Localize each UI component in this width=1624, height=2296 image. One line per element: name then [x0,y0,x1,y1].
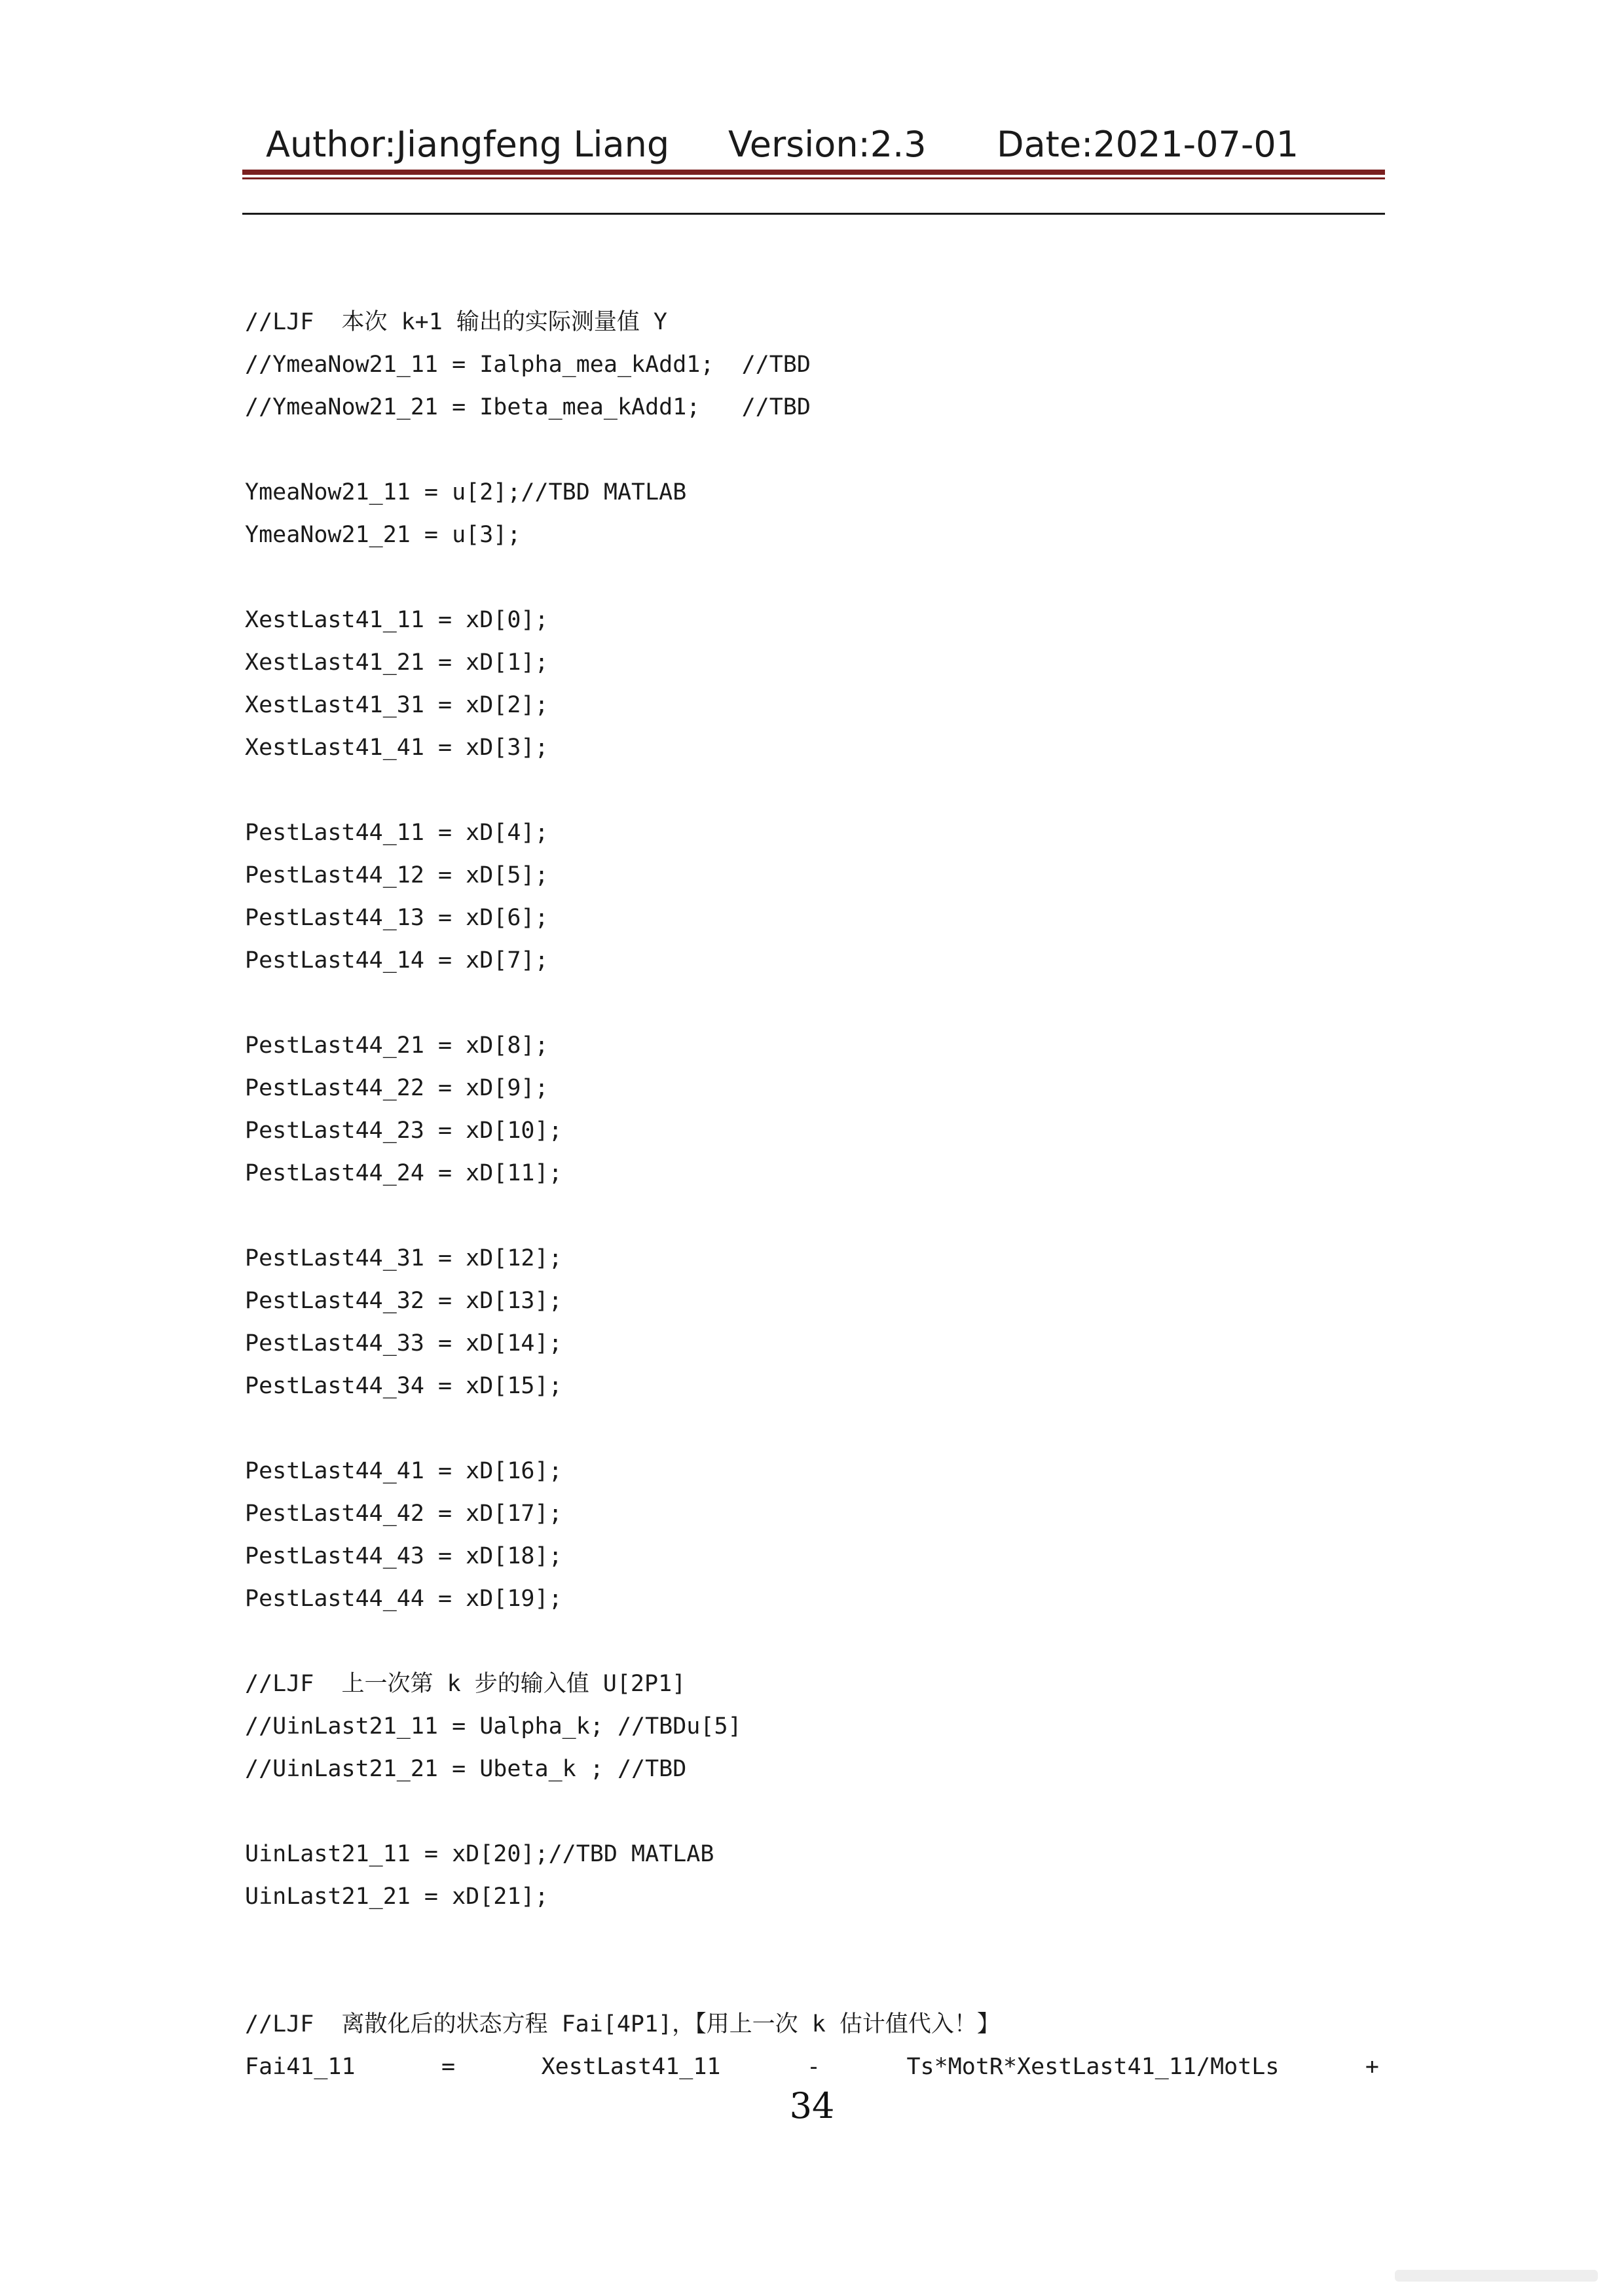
code-line: UinLast21_11 = xD[20];//TBD MATLAB [245,1841,714,1867]
blank-line [245,982,1388,1025]
blank-line [245,1195,1388,1237]
code-line: XestLast41_31 = xD[2]; [245,692,549,718]
code-line: PestLast44_34 = xD[15]; [245,1373,563,1399]
code-token: - [806,2054,821,2080]
code-line: PestLast44_23 = xD[10]; [245,1118,563,1144]
code-line: PestLast44_11 = xD[4]; [245,820,549,846]
code-line: PestLast44_42 = xD[17]; [245,1501,563,1527]
watermark-mark [1395,2270,1598,2282]
code-token: XestLast41_11 [541,2054,721,2080]
code-line: //LJF 离散化后的状态方程 Fai[4P1]，【用上一次 k 估计值代入！】 [245,2011,1000,2037]
code-line: XestLast41_21 = xD[1]; [245,649,549,676]
blank-line [245,429,1388,471]
blank-line [245,556,1388,599]
code-line: XestLast41_41 = xD[3]; [245,735,549,761]
blank-line [245,769,1388,812]
code-line: //UinLast21_11 = Ualpha_k; //TBDu[5] [245,1713,742,1740]
header-rule-thick [242,170,1385,175]
code-token: = [441,2054,456,2080]
code-line: //UinLast21_21 = Ubeta_k ; //TBD [245,1756,687,1782]
code-line: PestLast44_12 = xD[5]; [245,862,549,888]
header-rule-plain [242,213,1385,215]
code-line: PestLast44_44 = xD[19]; [245,1586,563,1612]
page-header [242,118,1385,172]
header-author: Author:Jiangfeng Liang [266,124,670,165]
blank-line [245,1620,1388,1663]
code-line: PestLast44_43 = xD[18]; [245,1543,563,1569]
header-date: Date:2021-07-01 [997,124,1299,165]
code-line: //YmeaNow21_11 = Ialpha_mea_kAdd1; //TBD [245,352,811,378]
code-line: PestLast44_13 = xD[6]; [245,905,549,931]
code-token: Fai41_11 [245,2054,356,2080]
blank-line [245,1408,1388,1450]
code-line: PestLast44_24 = xD[11]; [245,1160,563,1186]
code-line: PestLast44_22 = xD[9]; [245,1075,549,1101]
code-line: //LJF 本次 k+1 输出的实际测量值 Y [245,309,668,335]
code-line: XestLast41_11 = xD[0]; [245,607,549,633]
code-block [245,301,1388,2088]
code-line [245,2046,1379,2088]
code-line: PestLast44_31 = xD[12]; [245,1245,563,1271]
code-line: PestLast44_33 = xD[14]; [245,1330,563,1357]
code-line: PestLast44_41 = xD[16]; [245,1458,563,1484]
code-token: Ts*MotR*XestLast41_11/MotLs [906,2054,1280,2080]
code-line: PestLast44_14 = xD[7]; [245,947,549,974]
page-number: 34 [789,2085,835,2126]
code-line: //LJF 上一次第 k 步的输入值 U[2P1] [245,1671,686,1697]
code-line: YmeaNow21_11 = u[2];//TBD MATLAB [245,479,687,505]
code-line: PestLast44_21 = xD[8]; [245,1032,549,1059]
code-line: //YmeaNow21_21 = Ibeta_mea_kAdd1; //TBD [245,394,811,420]
code-line: UinLast21_21 = xD[21]; [245,1884,549,1910]
blank-line [245,1918,1388,2003]
code-line: PestLast44_32 = xD[13]; [245,1288,563,1314]
blank-line [245,1791,1388,1833]
header-version: Version:2.3 [728,124,927,165]
code-token: + [1365,2054,1379,2080]
header-rule-thin [242,177,1385,179]
code-line: YmeaNow21_21 = u[3]; [245,522,521,548]
